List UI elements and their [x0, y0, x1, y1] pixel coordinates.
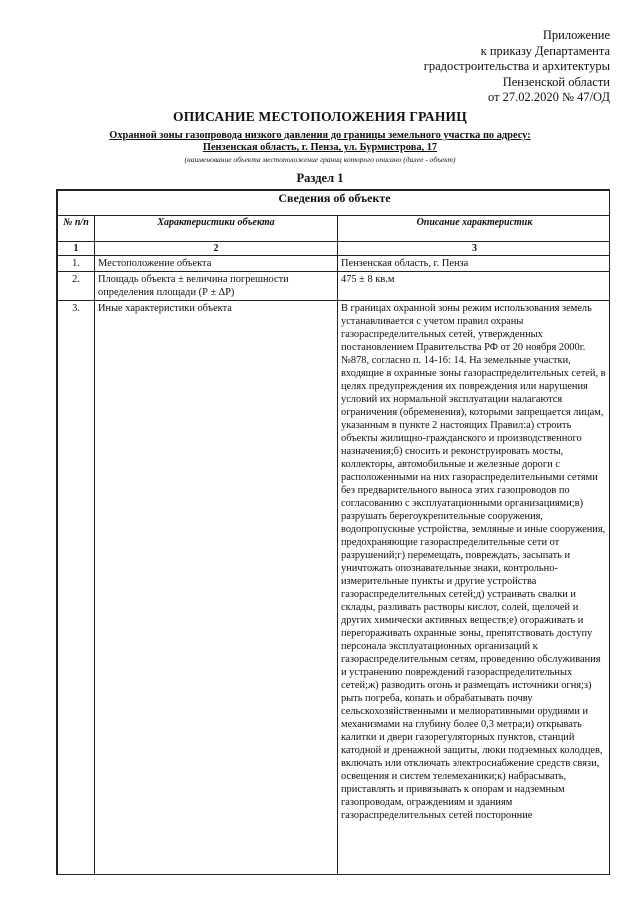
row-description: В границах охранной зоны режим использования земель устанавливается с учетом правил охраны газораспределительных сетей, утвержденных постановлением Правительства РФ от 20 ноября 2000г. №878, согласно п. 14-16: 14. На земельные участки, входящие в охранные зоны газораспределительных сетей, в целях предупреждения их повреждения или нарушения условий их нормальной эксплуатации налагаются ограничения (обременения), которыми запрещается лицам, указанным в пункте 2 настоящих Правил:а) строить объекты жилищно-гражданского и производственного назначения;б) сносить и реконструировать мосты, коллекторы, автомобильные и железные дороги с расположенными на них газораспределительными сетями без предварительного выноса этих газопроводов по согласованию с эксплуатационными организациями;в) разрушать берегоукрепительные сооружения, водопропускные устройства, земляные и иные сооружения, предохраняющие газораспределительные сети от разрушений;г) перемещать, повреждать, засыпать и уничтожать опознавательные знаки, контрольно-измерительные пункты и другие устройства газораспределительных сетей;д) устраивать свалки и склады, разливать растворы кислот, солей, щелочей и других химически активных веществ;е) огораживать и перегораживать охранные зоны, препятствовать доступу персонала эксплуатационных организаций к газораспределительным сетям, проведению обслуживания и устранению повреждений газораспределительных сетей;ж) разводить огонь и размещать источники огня;з) рыть погреба, копать и обрабатывать почву сельскохозяйственными и мелиоративными орудиями и механизмами на глубину более 0,3 метра;и) открывать калитки и двери газорегуляторных пунктов, станций катодной и дренажной защиты, люки подземных колодцев, включать или отключать электроснабжение средств связи, освещения и систем телемеханики;к) набрасывать, приставлять и привязывать к опорам и надземным газопроводам, ограждениям и зданиям газораспределительных сетей посторонние — [338, 301, 611, 876]
object-info-table-frame — [56, 189, 610, 875]
header-characteristic: Характеристики объекта — [95, 216, 338, 242]
approval-line: Пензенской области — [502, 74, 610, 89]
header-num: № п/п — [58, 216, 95, 242]
approval-line: градостроительства и архитектуры — [423, 59, 610, 74]
row-num: 3. — [58, 301, 95, 876]
table-caption-row — [58, 191, 611, 216]
table-header-row — [58, 216, 611, 242]
table-row — [58, 301, 611, 876]
section-title: Раздел 1 — [296, 171, 344, 185]
approval-line: к приказу Департамента — [480, 43, 610, 58]
document-title: ОПИСАНИЕ МЕСТОПОЛОЖЕНИЯ ГРАНИЦ — [173, 109, 467, 124]
approval-line: от 27.02.2020 № 47/ОД — [487, 90, 610, 105]
row-description: 475 ± 8 кв.м — [338, 272, 611, 301]
column-number-row — [58, 242, 611, 256]
header-description: Описание характеристик — [338, 216, 611, 242]
column-number: 3 — [338, 242, 611, 256]
row-characteristic: Местоположение объекта — [95, 256, 338, 272]
row-num: 2. — [58, 272, 95, 301]
table-row — [58, 256, 611, 272]
subject-line-1: Охранной зоны газопровода низкого давления до границы земельного участка по адресу: — [109, 130, 531, 141]
subject-line-2: Пензенская область, г. Пенза, ул. Бурмистрова, 17 — [202, 142, 438, 154]
column-number: 2 — [95, 242, 338, 256]
object-info-table — [57, 190, 610, 875]
table-caption: Сведения об объекте — [58, 191, 611, 216]
approval-block — [424, 28, 610, 106]
table-row — [58, 272, 611, 301]
column-number: 1 — [58, 242, 95, 256]
approval-line: Приложение — [542, 28, 610, 42]
row-characteristic: Иные характеристики объекта — [95, 301, 338, 876]
object-note: (наименование объекта местоположение границ которого описано (далее - объект) — [184, 155, 456, 164]
row-description: Пензенская область, г. Пенза — [338, 256, 611, 272]
object-subject — [0, 130, 640, 155]
row-num: 1. — [58, 256, 95, 272]
row-characteristic: Площадь объекта ± величина погрешности определения площади (Р ± ∆Р) — [95, 272, 338, 301]
